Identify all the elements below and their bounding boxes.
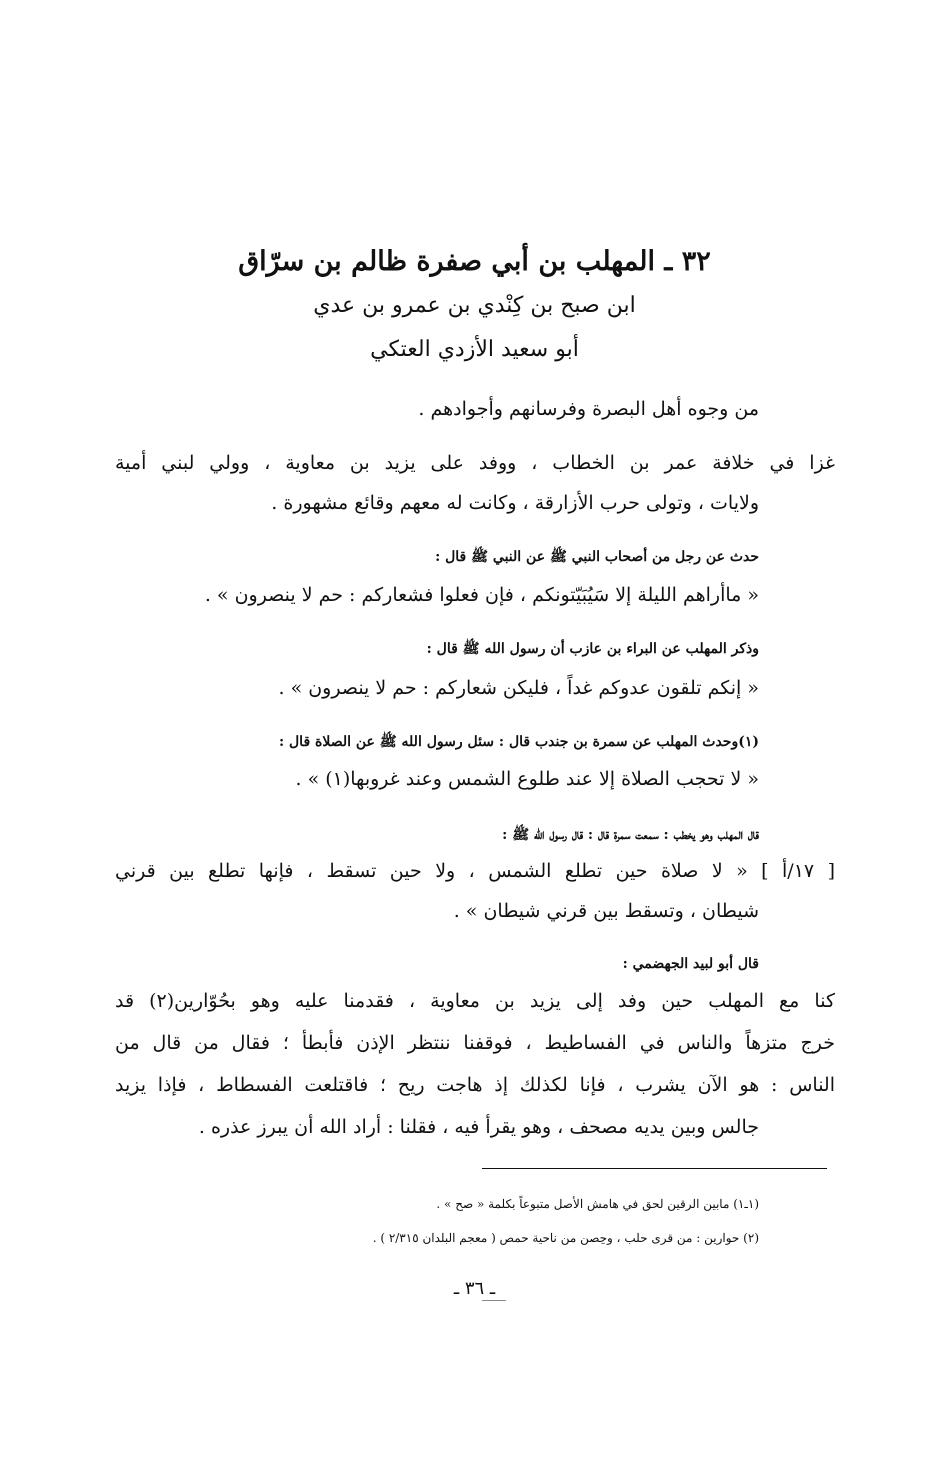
hadith-1-text: « ماأراهم الليلة إلا سَيُبَيّتونكم ، فإن فعلوا فشعاركم : حم لا ينصرون » . (204, 584, 759, 606)
hadith-3-text: « لا تحجب الصلاة إلا عند طلوع الشمس وعند غروبها(١) » . (295, 768, 759, 790)
footnote-2: (٢) حوارين : من قرى حلب ، وحِصن من ناحية حمص ( معجم البلدان ٢/٣١٥ ) . (372, 1231, 759, 1245)
hadith-2-text: « إنكم تلقون عدوكم غداً ، فليكن شعاركم : حم لا ينصرون » . (278, 677, 759, 699)
chapter-title: ٣٢ ـ المهلب بن أبي صفرة ظالم بن سرّاق (238, 246, 711, 277)
hadith-4-text-line-2: شيطان ، وتسقط بين قرني شيطان » . (453, 900, 759, 922)
page-number-underline (482, 1300, 506, 1301)
narration-chain: قال أبو لبيد الجهضمي : (622, 956, 759, 972)
chapter-lineage: ابن صبح بن كِنْدي بن عمرو بن عدي (313, 293, 636, 318)
narration-line-1: كنا مع المهلب حين وفد إلى يزيد بن معاوية ، فقدمنا عليه وهو بحُوّارين(٢) قد (115, 990, 835, 1012)
narration-line-4: جالس وبين يديه مصحف ، وهو يقرأ فيه ، فقلنا : أراد الله أن يبرز عذره . (198, 1116, 759, 1138)
intro-paragraph: من وجوه أهل البصرة وفرسانهم وأجوادهم . (418, 398, 759, 420)
footnote-1: (١ـ١) مابين الرقين لحق في هامش الأصل متبوعاً بكلمة « صح » . (436, 1197, 759, 1211)
bio-line-1: غزا في خلافة عمر بن الخطاب ، ووفد على يزيد بن معاوية ، وولي لبني أمية (115, 452, 835, 474)
bio-line-2: ولايات ، وتولى حرب الأزارقة ، وكانت له معهم وقائع مشهورة . (271, 492, 759, 514)
chapter-heading (0, 240, 949, 372)
narration-line-2: خرج متزهاً والناس في الفساطيط ، فوقفنا ننتظر الإذن فأبطأ ؛ فقال من قال من (115, 1032, 835, 1054)
page-number: ـ ٣٦ ـ (453, 1278, 496, 1299)
narration-line-3: الناس : هو الآن يشرب ، فإنا لكذلك إذ هاجت ريح ؛ فاقتلعت الفسطاط ، فإذا يزيد (115, 1074, 835, 1096)
hadith-4-chain: قال المهلب وهو يخطب : سمعت سمرة قال : قال رسول الله ﷺ : (502, 827, 759, 843)
hadith-2-chain: وذكر المهلب عن البراء بن عازب أن رسول الله ﷺ قال : (426, 641, 759, 657)
hadith-3-chain: (١)وحدث المهلب عن سمرة بن جندب قال : سئل رسول الله ﷺ عن الصلاة قال : (278, 734, 759, 750)
hadith-4-text-line-1: [ ١٧/أ ] « لا صلاة حين تطلع الشمس ، ولا حين تسقط ، فإنها تطلع بين قرني (115, 860, 835, 882)
hadith-1-chain: حدث عن رجل من أصحاب النبي ﷺ عن النبي ﷺ قال : (435, 549, 759, 565)
chapter-kunya: أبو سعيد الأزدي العتكي (370, 337, 579, 362)
footnote-divider (482, 1168, 827, 1169)
